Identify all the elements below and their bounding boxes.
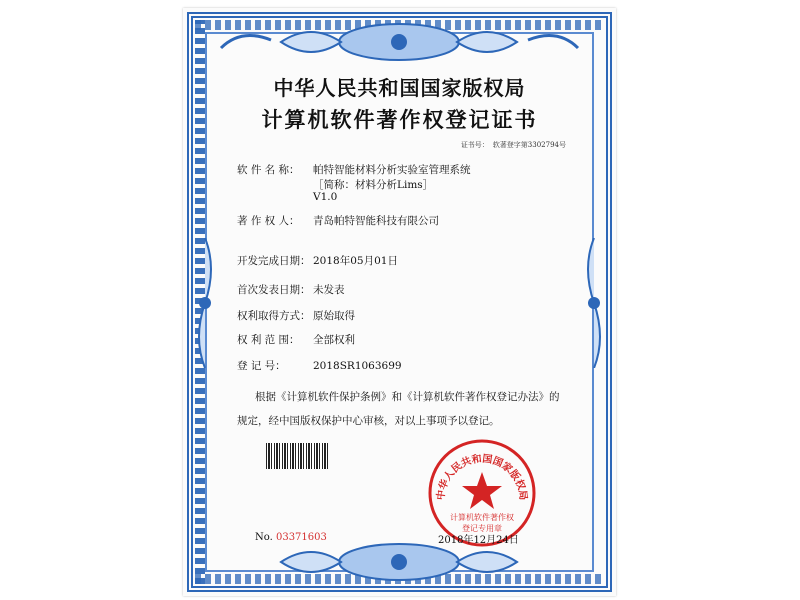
field-label: 开发完成日期： <box>237 255 311 267</box>
field-copyright-owner <box>237 213 439 228</box>
field-label: 登 记 号： <box>237 360 286 372</box>
seal-inner-line-2: 登记专用章 <box>462 524 502 533</box>
right-ornament-icon <box>582 238 606 368</box>
field-registration-number <box>237 358 402 373</box>
field-completion-date <box>237 253 398 268</box>
software-version: V1.0 <box>313 191 338 203</box>
software-alias: ［简称：材料分析Lims］ <box>313 179 434 191</box>
field-label: 权 利 范 围： <box>237 334 300 346</box>
serial-label: No. <box>255 532 273 543</box>
issue-date: 2018年12月24日 <box>438 535 519 546</box>
field-value: 未发表 <box>313 284 345 296</box>
left-ornament-icon <box>193 238 217 368</box>
field-label: 权利取得方式： <box>237 310 311 322</box>
seal-inner-line-1: 计算机软件著作权 <box>450 513 514 522</box>
statement-line-1: 根据《计算机软件保护条例》和《计算机软件著作权登记办法》的 <box>255 391 560 403</box>
barcode-icon <box>266 443 328 469</box>
field-value: 2018年05月01日 <box>313 255 398 267</box>
field-value: 帕特智能材料分析实验室管理系统 <box>313 164 471 176</box>
field-label: 首次发表日期： <box>237 284 311 296</box>
statement-line-2: 规定，经中国版权保护中心审核，对以上事项予以登记。 <box>237 415 500 427</box>
field-software-name <box>237 162 471 177</box>
serial-value: 03371603 <box>275 532 327 543</box>
issuing-authority: 中华人民共和国国家版权局 <box>273 76 526 100</box>
certificate-number <box>461 140 566 150</box>
certificate-number-value: 软著登字第3302794号 <box>492 141 566 149</box>
certificate-title: 计算机软件著作权登记证书 <box>261 107 538 132</box>
serial-number <box>255 532 327 543</box>
field-label: 著 作 权 人： <box>237 215 300 227</box>
field-value: 青岛帕特智能科技有限公司 <box>313 215 439 227</box>
field-value: 全部权利 <box>313 334 355 346</box>
field-value: 2018SR1063699 <box>313 360 402 372</box>
field-acquisition-method <box>237 308 355 323</box>
top-ornament-icon <box>211 18 588 66</box>
certificate-number-label: 证书号： <box>460 141 489 149</box>
seal-arc-text: 中华人民共和国国家版权局 <box>435 453 529 501</box>
field-label: 软 件 名 称： <box>237 164 300 176</box>
field-publication-date <box>237 282 345 297</box>
field-rights-scope <box>237 332 355 347</box>
field-value: 原始取得 <box>313 310 355 322</box>
certificate <box>183 8 616 596</box>
